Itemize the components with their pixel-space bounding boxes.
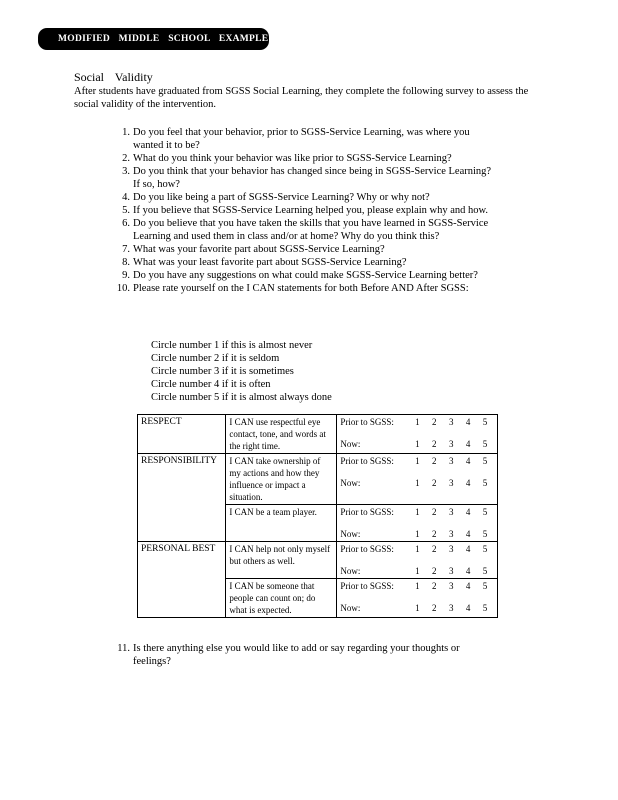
table-row [138, 542, 498, 579]
rating-number[interactable]: 4 [465, 544, 471, 554]
prior-label: Prior to SGSS: [340, 507, 394, 517]
now-label: Now: [340, 603, 361, 613]
rating-number[interactable]: 3 [448, 529, 454, 539]
now-label: Now: [340, 529, 361, 539]
rating-instructions [151, 339, 332, 404]
question-text: Is there anything else you would like to add or say regarding your thoughts or feelings? [133, 643, 460, 667]
section-title: Social Validity [74, 70, 153, 84]
rating-number[interactable]: 5 [482, 529, 488, 539]
rating-number[interactable]: 4 [465, 581, 471, 591]
statement-cell: I CAN help not only myself but others as well. [226, 542, 337, 579]
rating-number[interactable]: 1 [415, 478, 420, 488]
rating-number[interactable]: 2 [432, 566, 437, 576]
rating-number[interactable]: 3 [448, 544, 454, 554]
question-number: 8. [122, 257, 130, 268]
rating-number[interactable]: 5 [482, 507, 488, 517]
question-number: 6. [122, 218, 130, 229]
question-item [113, 204, 498, 217]
trait-responsibility: RESPONSIBILITY [138, 454, 226, 542]
question-text: Do you like being a part of SGSS-Service Learning? Why or why not? [133, 192, 430, 203]
rating-table [137, 414, 498, 618]
rating-number[interactable]: 1 [415, 439, 420, 449]
prior-label: Prior to SGSS: [340, 456, 394, 466]
question-text: Do you feel that your behavior, prior to SGSS-Service Learning, was where you wanted it to be? [133, 127, 470, 151]
question-list [113, 126, 498, 295]
question-text: What was your favorite part about SGSS-Service Learning? [133, 244, 385, 255]
rating-number[interactable]: 2 [432, 581, 437, 591]
rating-number[interactable]: 1 [415, 529, 420, 539]
rating-number[interactable]: 4 [465, 417, 471, 427]
trait-personal-best: PERSONAL BEST [138, 542, 226, 618]
question-item [113, 243, 498, 256]
question-item [113, 126, 498, 152]
rating-number[interactable]: 1 [415, 417, 420, 427]
question-number: 9. [122, 270, 130, 281]
intro-paragraph: After students have graduated from SGSS Social Learning, they complete the following survey to assess the social validity of the intervention. [74, 86, 529, 110]
rating-option: Circle number 2 if it is seldom [151, 353, 280, 364]
prior-label: Prior to SGSS: [340, 417, 394, 427]
rating-number[interactable]: 4 [465, 566, 471, 576]
prior-rating-row [340, 543, 494, 555]
table-row [138, 415, 498, 454]
rating-number[interactable]: 3 [448, 566, 454, 576]
rating-number[interactable]: 5 [482, 566, 488, 576]
rating-scale-cell [337, 505, 498, 542]
rating-number[interactable]: 2 [432, 544, 437, 554]
now-rating-row [340, 528, 494, 540]
question-text: Do you think that your behavior has changed since being in SGSS-Service Learning? If so, how? [133, 166, 492, 190]
now-rating-row [340, 565, 494, 577]
trait-respect: RESPECT [138, 415, 226, 454]
question-item [113, 282, 498, 295]
rating-option: Circle number 3 if it is sometimes [151, 366, 294, 377]
rating-number[interactable]: 2 [432, 456, 437, 466]
now-label: Now: [340, 478, 361, 488]
rating-number[interactable]: 1 [415, 507, 420, 517]
rating-number[interactable]: 2 [432, 417, 437, 427]
rating-number[interactable]: 1 [415, 456, 420, 466]
rating-number[interactable]: 5 [482, 581, 488, 591]
rating-number[interactable]: 1 [415, 566, 420, 576]
question-number: 11. [117, 643, 130, 654]
rating-scale-cell [337, 415, 498, 454]
question-number: 3. [122, 166, 130, 177]
prior-label: Prior to SGSS: [340, 544, 394, 554]
table-row [138, 454, 498, 505]
now-label: Now: [340, 566, 361, 576]
rating-number[interactable]: 4 [465, 529, 471, 539]
statement-cell: I CAN be a team player. [226, 505, 337, 542]
question-item [113, 269, 498, 282]
now-rating-row [340, 602, 494, 614]
rating-number[interactable]: 1 [415, 581, 420, 591]
prior-rating-row [340, 416, 494, 428]
rating-number[interactable]: 3 [448, 417, 454, 427]
rating-number[interactable]: 3 [448, 603, 454, 613]
prior-label: Prior to SGSS: [340, 581, 394, 591]
rating-scale-cell [337, 454, 498, 505]
question-text: Do you believe that you have taken the skills that you have learned in SGSS-Service Learning and used them in class and/or at home? Why do you think this? [133, 218, 489, 242]
rating-number[interactable]: 5 [482, 456, 488, 466]
rating-number[interactable]: 4 [465, 478, 471, 488]
rating-number[interactable]: 2 [432, 439, 437, 449]
statement-cell: I CAN take ownership of my actions and how they influence or impact a situation. [226, 454, 337, 505]
question-number: 10. [116, 283, 130, 294]
question-text: Do you have any suggestions on what could make SGSS-Service Learning better? [133, 270, 478, 281]
rating-number[interactable]: 4 [465, 507, 471, 517]
question-item [113, 165, 498, 191]
rating-number[interactable]: 1 [415, 603, 420, 613]
prior-rating-row [340, 506, 494, 518]
now-rating-row [340, 438, 494, 450]
rating-number[interactable]: 5 [482, 439, 488, 449]
rating-scale-cell [337, 542, 498, 579]
rating-number[interactable]: 5 [482, 417, 488, 427]
statement-cell: I CAN be someone that people can count on; do what is expected. [226, 579, 337, 618]
rating-number[interactable]: 3 [448, 507, 454, 517]
rating-number[interactable]: 5 [482, 603, 488, 613]
now-rating-row [340, 477, 494, 489]
rating-number[interactable]: 5 [482, 544, 488, 554]
question-item [113, 152, 498, 165]
rating-number[interactable]: 2 [432, 529, 437, 539]
rating-number[interactable]: 1 [415, 544, 420, 554]
question-text: What was your least favorite part about SGSS-Service Learning? [133, 257, 407, 268]
rating-option: Circle number 4 if it is often [151, 379, 271, 390]
question-item-11 [113, 642, 493, 668]
prior-rating-row [340, 455, 494, 467]
rating-number[interactable]: 3 [448, 439, 454, 449]
now-label: Now: [340, 439, 361, 449]
question-number: 7. [122, 244, 130, 255]
statement-cell: I CAN use respectful eye contact, tone, and words at the right time. [226, 415, 337, 454]
question-item [113, 217, 498, 243]
question-number: 1. [122, 127, 130, 138]
header-banner: MODIFIED MIDDLE SCHOOL EXAMPLE [38, 28, 269, 50]
question-text: If you believe that SGSS-Service Learning helped you, please explain why and how. [133, 205, 489, 216]
question-number: 2. [122, 153, 130, 164]
question-text: What do you think your behavior was like prior to SGSS-Service Learning? [133, 153, 452, 164]
prior-rating-row [340, 580, 494, 592]
rating-number[interactable]: 3 [448, 478, 454, 488]
question-number: 4. [122, 192, 130, 203]
rating-number[interactable]: 2 [432, 603, 437, 613]
rating-option: Circle number 5 if it is almost always done [151, 392, 332, 403]
rating-number[interactable]: 5 [482, 478, 488, 488]
rating-option: Circle number 1 if this is almost never [151, 340, 313, 351]
rating-number[interactable]: 3 [448, 456, 454, 466]
rating-number[interactable]: 4 [465, 439, 471, 449]
question-number: 5. [122, 205, 130, 216]
rating-scale-cell [337, 579, 498, 618]
rating-number[interactable]: 2 [432, 478, 437, 488]
question-item [113, 191, 498, 204]
question-text: Please rate yourself on the I CAN statements for both Before AND After SGSS: [133, 283, 469, 294]
rating-number[interactable]: 2 [432, 507, 437, 517]
rating-number[interactable]: 4 [465, 603, 471, 613]
rating-number[interactable]: 4 [465, 456, 471, 466]
rating-number[interactable]: 3 [448, 581, 454, 591]
question-item [113, 256, 498, 269]
